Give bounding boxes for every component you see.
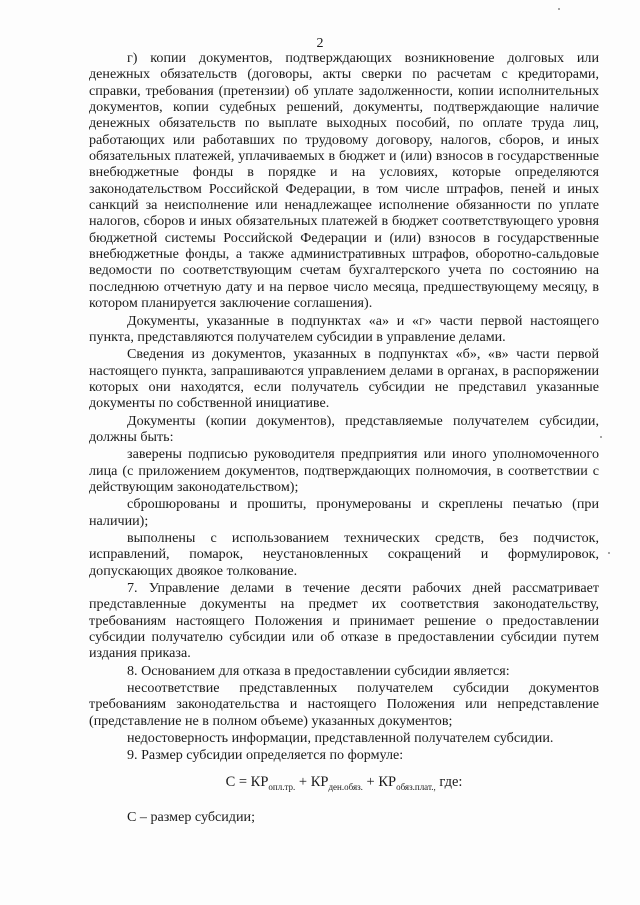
paragraph-item-9: 9. Размер субсидии определяется по формуле: bbox=[127, 747, 404, 764]
page-number: 2 bbox=[316, 36, 324, 51]
paragraph-certified: заверены подписью руководителя предприятия или иного уполномоченного лица (с приложением документов, подтверждающих полномочия, в соответствии с действующим законодательством); bbox=[89, 446, 599, 495]
scan-speck bbox=[558, 8, 560, 10]
scan-speck bbox=[608, 552, 610, 554]
paragraph-noncompliance: несоответствие представленных получателем субсидии документов требованиям законодательства и настоящего Положения или непредставление (представление не в полном объеме) указанных документов; bbox=[89, 680, 599, 729]
paragraph-item-8: 8. Основанием для отказа в предоставлении субсидии является: bbox=[127, 662, 510, 679]
paragraph-unreliable-info: недостоверность информации, представленной получателем субсидии. bbox=[127, 730, 554, 747]
paragraph-info-requested: Сведения из документов, указанных в подпунктах «б», «в» части первой настоящего пункта, запрашиваются управлением делами в органах, в распоряжении которых они находятся, если получатель субсидии не представил указанные документы по собственной инициативе. bbox=[89, 346, 599, 412]
formula-sub-monetary: ден.обяз. bbox=[328, 781, 363, 792]
subsidy-formula bbox=[89, 774, 599, 795]
paragraph-item-7: 7. Управление делами в течение десяти рабочих дней рассматривает представленные документы на предмет их соответствия законодательству, требованиям настоящего Положения и принимает решение о предоставлении субсидии получателю субсидии или об отказе в предоставлении субсидии путем издания приказа. bbox=[89, 580, 599, 662]
formula-plus-1: + КР bbox=[295, 773, 329, 790]
formula-sub-mandatory: обяз.плат., bbox=[396, 781, 436, 792]
formula-tail: где: bbox=[435, 773, 463, 790]
formula-plus-2: + КР bbox=[362, 773, 397, 790]
paragraph-bound: сброшюрованы и прошиты, пронумерованы и скреплены печатью (при наличии); bbox=[89, 496, 599, 529]
paragraph-definition-c: С – размер субсидии; bbox=[127, 809, 255, 826]
paragraph-subitem-g: г) копии документов, подтверждающих возникновение долговых или денежных обязательств (договоры, акты сверки по расчетам с кредиторами, справки, требования (претензии) об уплате задолженности, копии исполнительных документов, копии судебных решений, документы, подтверждающие наличие денежных обязательств по выплате выходных пособий, по оплате труда лиц, работающих или работавших по трудовому договору, налогов, сборов, и иных обязательных платежей, уплачиваемых в бюджет и (или) взносов в государственные внебюджетные фонды в порядке и на условиях, которые определяются законодательством Российской Федерации, в том числе штрафов, пеней и иных санкций за неисполнение или ненадлежащее исполнение обязанности по уплате налогов, сборов и иных обязательных платежей в бюджет соответствующего уровня бюджетной системы Российской Федерации и (или) взносов в государственные внебюджетные фонды, а также административных штрафов, оборотно-сальдовые ведомости по соответствующим счетам бухгалтерского учета по состоянию на последнюю отчетную дату и на первое число месяца, предшествующему месяцу, в котором планируется заключение соглашения). bbox=[89, 50, 599, 312]
document-body bbox=[89, 50, 599, 825]
paragraph-docs-requirements: Документы (копии документов), представляемые получателем субсидии, должны быть: bbox=[89, 412, 599, 445]
paragraph-executed: выполнены с использованием технических средств, без подчисток, исправлений, помарок, неустановленных сокращений и формулировок, допускающих двоякое толкование. bbox=[89, 529, 599, 579]
formula-lhs: С = КР bbox=[225, 773, 269, 790]
paragraph-docs-submitted: Документы, указанные в подпунктах «а» и «г» части первой настоящего пункта, представляются получателем субсидии в управление делами. bbox=[89, 312, 599, 345]
formula-sub-labor: опл.тр. bbox=[268, 781, 296, 792]
scan-speck bbox=[600, 436, 602, 438]
